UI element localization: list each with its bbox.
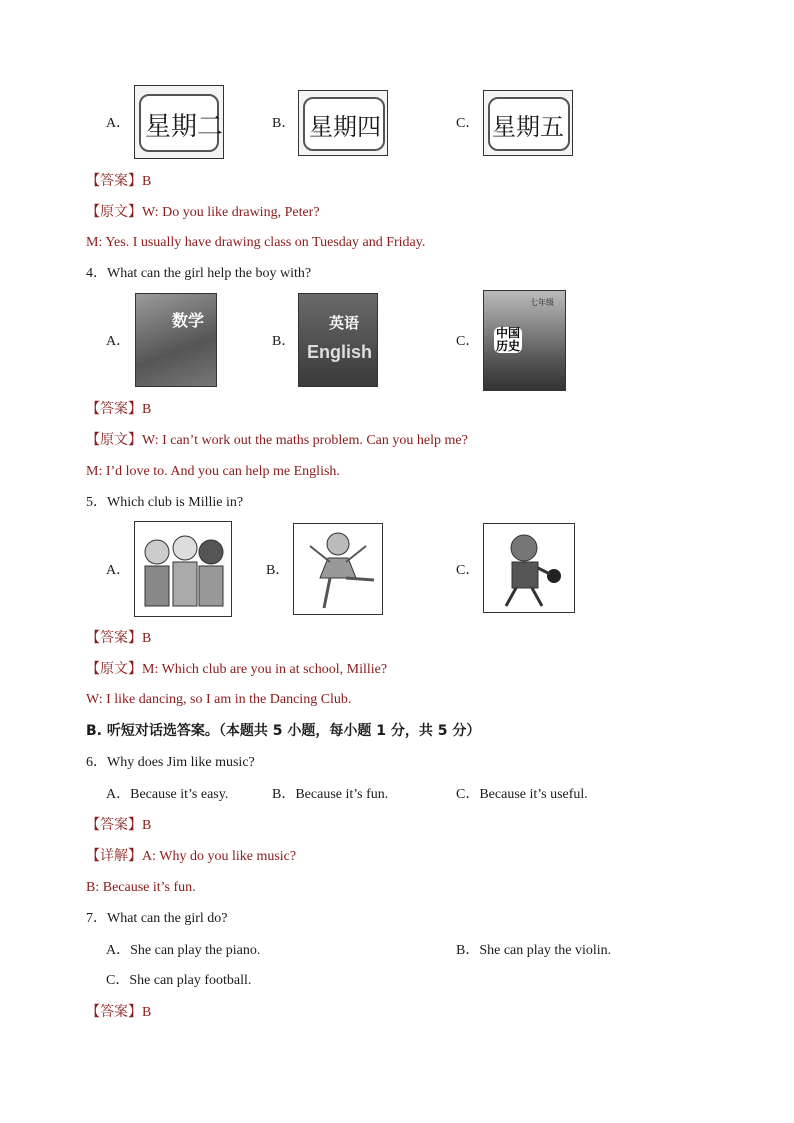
q6-detail-2: B: Because it’s fun.: [86, 880, 196, 895]
q6-detail-1: 【详解】A: Why do you like music?: [86, 848, 297, 864]
q4-script-2: M: I’d love to. And you can help me English.: [86, 464, 340, 479]
q5-option-c-letter: C．: [456, 563, 480, 578]
q4-option-b-letter: B．: [272, 334, 296, 349]
q4-option-a-image: [135, 293, 217, 387]
q5-question: 5．Which club is Millie in?: [86, 495, 244, 510]
q4-answer: 【答案】B: [86, 401, 152, 417]
q5-option-a-image: [134, 521, 232, 617]
section-b-heading: B. 听短对话选答案。（本题共 5 小题，每小题 1 分，共 5 分）: [86, 723, 481, 739]
ballerina-icon: [294, 524, 382, 614]
q5-option-c-image: [483, 523, 575, 613]
q5-option-b-image: [293, 523, 383, 615]
q3-script-1: 【原文】W: Do you like drawing, Peter?: [86, 204, 320, 220]
q7-question: 7．What can the girl do?: [86, 911, 228, 926]
q3-option-c-letter: C．: [456, 116, 480, 131]
q4-option-c-letter: C．: [456, 334, 480, 349]
q3-option-a-image: [134, 85, 224, 159]
q4-option-b-title: 英语: [329, 314, 360, 332]
q4-option-c-image: [483, 290, 566, 391]
q6-option-c: C．Because it’s useful.: [456, 787, 588, 802]
q6-answer: 【答案】B: [86, 817, 152, 833]
q3-answer: 【答案】B: [86, 173, 152, 189]
q4-question: 4．What can the girl help the boy with?: [86, 266, 312, 281]
q7-option-b: B．She can play the violin.: [456, 943, 612, 958]
q7-answer: 【答案】B: [86, 1004, 152, 1020]
q6-option-b: B．Because it’s fun.: [272, 787, 389, 802]
q3-option-c-image: [483, 90, 573, 156]
q3-script-2: M: Yes. I usually have drawing class on Tuesday and Friday.: [86, 235, 426, 250]
q6-option-a: A．Because it’s easy.: [106, 787, 229, 802]
q3-option-a-letter: A．: [106, 116, 131, 131]
q4-option-a-letter: A．: [106, 334, 131, 349]
q4-option-b-subtitle: English: [307, 342, 373, 362]
q7-option-a: A．She can play the piano.: [106, 943, 261, 958]
q5-script-1: 【原文】M: Which club are you in at school, Millie?: [86, 661, 388, 677]
q3-option-c-caption: 星期五: [492, 113, 564, 141]
ping-pong-player-icon: [484, 524, 574, 612]
q5-script-2: W: I like dancing, so I am in the Dancing Club.: [86, 692, 352, 707]
q3-option-b-caption: 星期四: [309, 113, 381, 141]
q3-option-b-letter: B．: [272, 116, 296, 131]
q4-option-a-title: 数学: [172, 311, 205, 330]
q4-option-b-image: [298, 293, 378, 387]
q3-option-a-caption: 星期二: [145, 112, 224, 142]
q5-answer: 【答案】B: [86, 630, 152, 646]
q5-option-a-letter: A．: [106, 563, 131, 578]
q7-option-c: C．She can play football.: [106, 973, 252, 988]
reading-children-icon: [135, 522, 231, 616]
q4-option-c-badge: 七年级: [530, 298, 554, 307]
q5-option-b-letter: B．: [266, 563, 290, 578]
q4-option-c-title: 中国历史: [495, 326, 520, 353]
q4-script-1: 【原文】W: I can’t work out the maths problem. Can you help me?: [86, 432, 468, 448]
q6-question: 6．Why does Jim like music?: [86, 755, 255, 770]
q3-option-b-image: [298, 90, 388, 156]
